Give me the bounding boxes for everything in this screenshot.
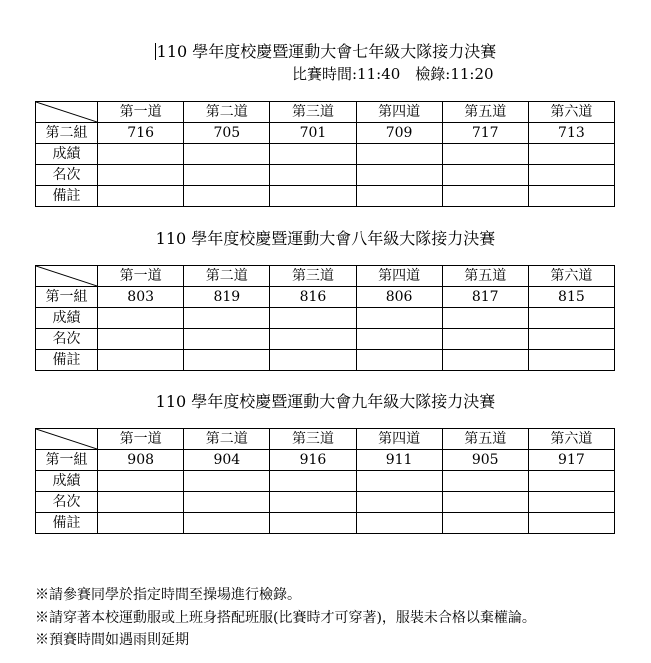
row-label: 成績	[36, 471, 98, 492]
class-cell: 905	[442, 450, 528, 471]
row-label: 名次	[36, 165, 98, 186]
empty-cell	[528, 471, 614, 492]
empty-cell	[442, 165, 528, 186]
text-cursor-icon	[155, 43, 156, 60]
class-row	[36, 287, 615, 308]
empty-cell	[270, 165, 356, 186]
class-cell: 908	[98, 450, 184, 471]
class-cell: 819	[184, 287, 270, 308]
diagonal-line-icon	[36, 266, 97, 286]
empty-cell	[270, 471, 356, 492]
class-cell: 709	[356, 123, 442, 144]
empty-cell	[356, 350, 442, 371]
class-cell: 917	[528, 450, 614, 471]
empty-cell	[442, 513, 528, 534]
empty-cell	[528, 329, 614, 350]
empty-cell	[184, 513, 270, 534]
empty-cell	[184, 308, 270, 329]
section-2-title: 110 學年度校慶暨運動大會八年級大隊接力決賽	[155, 229, 496, 248]
empty-cell	[270, 308, 356, 329]
lane-header: 第六道	[528, 102, 614, 123]
class-cell: 815	[528, 287, 614, 308]
empty-cell	[270, 186, 356, 207]
empty-cell	[356, 471, 442, 492]
empty-cell	[98, 350, 184, 371]
empty-cell	[442, 492, 528, 513]
class-cell: 713	[528, 123, 614, 144]
section-3-title: 110 學年度校慶暨運動大會九年級大隊接力決賽	[155, 392, 496, 411]
class-cell: 806	[356, 287, 442, 308]
section-1-title: 110 學年度校慶暨運動大會七年級大隊接力決賽	[156, 42, 497, 61]
lane-header: 第一道	[98, 102, 184, 123]
class-row	[36, 123, 615, 144]
empty-cell	[356, 144, 442, 165]
results-table-grade-9	[35, 428, 615, 534]
empty-cell	[270, 350, 356, 371]
lane-header: 第二道	[184, 266, 270, 287]
class-cell: 904	[184, 450, 270, 471]
class-cell: 716	[98, 123, 184, 144]
remarks-row	[36, 186, 615, 207]
empty-cell	[356, 492, 442, 513]
empty-cell	[356, 308, 442, 329]
empty-cell	[356, 186, 442, 207]
class-cell: 816	[270, 287, 356, 308]
diagonal-line-icon	[36, 102, 97, 122]
empty-cell	[442, 329, 528, 350]
lane-header: 第二道	[184, 102, 270, 123]
empty-cell	[270, 513, 356, 534]
group-label: 第二組	[36, 123, 98, 144]
lane-header: 第四道	[356, 102, 442, 123]
empty-cell	[356, 513, 442, 534]
empty-cell	[528, 165, 614, 186]
empty-cell	[528, 350, 614, 371]
lane-header: 第三道	[270, 102, 356, 123]
class-cell: 916	[270, 450, 356, 471]
lane-header: 第四道	[356, 266, 442, 287]
note-rain: ※預賽時間如遇雨則延期	[35, 632, 189, 648]
empty-cell	[442, 144, 528, 165]
diagonal-line-icon	[36, 429, 97, 449]
empty-cell	[270, 492, 356, 513]
class-cell: 717	[442, 123, 528, 144]
empty-cell	[98, 492, 184, 513]
empty-cell	[98, 165, 184, 186]
empty-cell	[528, 513, 614, 534]
lane-header: 第二道	[184, 429, 270, 450]
empty-cell	[184, 471, 270, 492]
lane-header: 第五道	[442, 266, 528, 287]
empty-cell	[528, 492, 614, 513]
row-label: 備註	[36, 513, 98, 534]
empty-cell	[528, 144, 614, 165]
empty-cell	[184, 329, 270, 350]
class-row	[36, 450, 615, 471]
empty-cell	[528, 186, 614, 207]
score-row	[36, 308, 615, 329]
class-cell: 705	[184, 123, 270, 144]
remarks-row	[36, 513, 615, 534]
empty-cell	[442, 471, 528, 492]
lane-header: 第五道	[442, 102, 528, 123]
empty-cell	[98, 329, 184, 350]
empty-cell	[528, 308, 614, 329]
score-row	[36, 144, 615, 165]
row-label: 名次	[36, 492, 98, 513]
rank-row	[36, 492, 615, 513]
results-table-grade-8	[35, 265, 615, 371]
remarks-row	[36, 350, 615, 371]
empty-cell	[184, 144, 270, 165]
empty-cell	[442, 186, 528, 207]
lane-header: 第六道	[528, 266, 614, 287]
schedule-text: 比賽時間:11:40 檢錄:11:20	[292, 65, 494, 83]
lane-header-row	[36, 102, 615, 123]
empty-cell	[184, 165, 270, 186]
empty-cell	[98, 186, 184, 207]
note-uniform: ※請穿著本校運動服或上班身搭配班服(比賽時才可穿著)，服裝未合格以棄權論。	[35, 610, 536, 626]
empty-cell	[442, 350, 528, 371]
group-label: 第一組	[36, 450, 98, 471]
empty-cell	[98, 471, 184, 492]
lane-header-row	[36, 266, 615, 287]
rank-row	[36, 329, 615, 350]
lane-header: 第一道	[98, 429, 184, 450]
lane-header: 第三道	[270, 266, 356, 287]
lane-header-row	[36, 429, 615, 450]
note-checkin: ※請參賽同學於指定時間至操場進行檢錄。	[35, 587, 301, 603]
empty-cell	[98, 144, 184, 165]
empty-cell	[356, 165, 442, 186]
rank-row	[36, 165, 615, 186]
row-label: 成績	[36, 308, 98, 329]
row-label: 成績	[36, 144, 98, 165]
empty-cell	[184, 350, 270, 371]
class-cell: 911	[356, 450, 442, 471]
score-row	[36, 471, 615, 492]
diagonal-corner-cell	[36, 266, 98, 287]
diagonal-corner-cell	[36, 429, 98, 450]
group-label: 第一組	[36, 287, 98, 308]
class-cell: 817	[442, 287, 528, 308]
empty-cell	[442, 308, 528, 329]
empty-cell	[356, 329, 442, 350]
diagonal-corner-cell	[36, 102, 98, 123]
empty-cell	[270, 144, 356, 165]
empty-cell	[270, 329, 356, 350]
results-table-grade-7	[35, 101, 615, 207]
class-cell: 803	[98, 287, 184, 308]
class-cell: 701	[270, 123, 356, 144]
empty-cell	[184, 492, 270, 513]
lane-header: 第四道	[356, 429, 442, 450]
row-label: 備註	[36, 350, 98, 371]
row-label: 名次	[36, 329, 98, 350]
lane-header: 第六道	[528, 429, 614, 450]
lane-header: 第一道	[98, 266, 184, 287]
lane-header: 第三道	[270, 429, 356, 450]
lane-header: 第五道	[442, 429, 528, 450]
row-label: 備註	[36, 186, 98, 207]
empty-cell	[98, 513, 184, 534]
empty-cell	[184, 186, 270, 207]
empty-cell	[98, 308, 184, 329]
